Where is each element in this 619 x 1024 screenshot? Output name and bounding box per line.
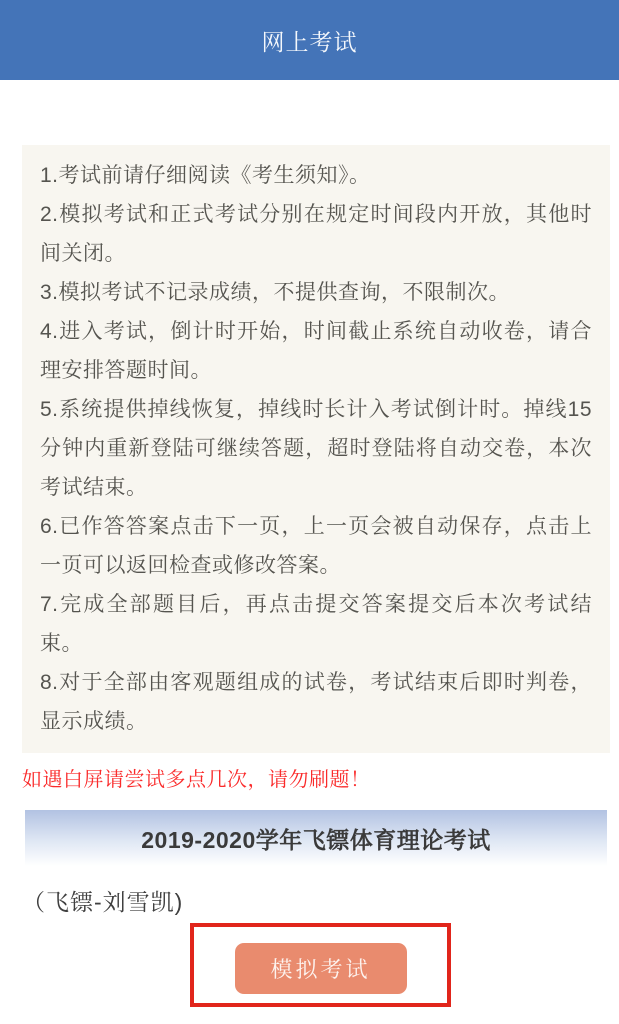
notice-item-1: 1.考试前请仔细阅读《考生须知》。 — [40, 164, 371, 187]
notice-item-6: 6.已作答答案点击下一页，上一页会被自动保存，点击上一页可以返回检查或修改答案。 — [40, 515, 592, 577]
app-header — [0, 0, 619, 80]
exam-title: 2019-2020学年飞镖体育理论考试 — [141, 826, 491, 853]
notice-item-7: 7.完成全部题目后，再点击提交答案提交后本次考试结束。 — [40, 593, 592, 655]
page-title: 网上考试 — [261, 28, 358, 55]
exam-notice-panel — [22, 145, 610, 753]
notice-item-3: 3.模拟考试不记录成绩，不提供查询，不限制次。 — [40, 281, 511, 304]
notice-item-2: 2.模拟考试和正式考试分别在规定时间段内开放，其他时间关闭。 — [40, 203, 592, 265]
notice-item-5: 5.系统提供掉线恢复，掉线时长计入考试倒计时。掉线15分钟内重新登陆可继续答题，超时登陆将自动交卷，本次考试结束。 — [40, 398, 592, 499]
exam-title-banner — [25, 810, 607, 866]
notice-item-4: 4.进入考试，倒计时开始，时间截止系统自动收卷，请合理安排答题时间。 — [40, 320, 592, 382]
white-screen-warning-text: 如遇白屏请尝试多点几次，请勿刷题！ — [22, 769, 371, 791]
candidate-name: （飞镖-刘雪凯) — [22, 889, 184, 915]
notice-item-8: 8.对于全部由客观题组成的试卷，考试结束后即时判卷，显示成绩。 — [40, 671, 592, 733]
annotation-highlight-box — [190, 923, 451, 1007]
mock-exam-button[interactable]: 模拟考试 — [235, 943, 407, 994]
